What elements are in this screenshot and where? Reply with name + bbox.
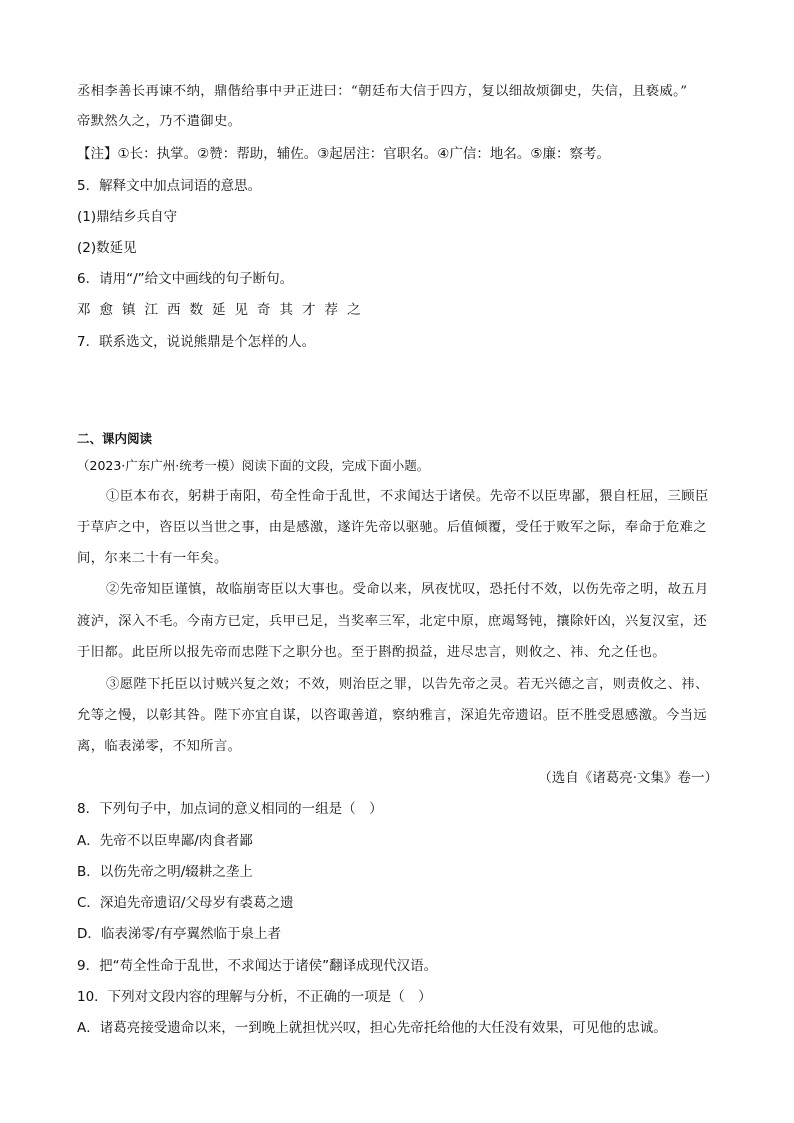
classical-text-line-1: 丞相李善长再谏不纳，鼎偕给事中尹正进曰：“朝廷布大信于四方，复以细故烦御史，失信，且亵威。” [77,84,688,99]
question-6-sentence: 邓愈镇江西数延见奇其才荐之 [77,302,370,318]
question-9-stem: 9．把“苟全性命于乱世，不求闻达于诸侯”翻译成现代汉语。 [77,958,438,974]
passage-paragraph-1-line-3: 间，尔来二十有一年矣。 [77,551,228,566]
question-5-item-1: (1)鼎结乡兵自守 [77,209,178,225]
passage-paragraph-3-line-3: 离，临表涕零，不知所言。 [77,739,242,754]
question-10-option-a: A．诸葛亮接受遗命以来，一到晚上就担忧兴叹，担心先帝托给他的大任没有效果，可见他的忠诚。 [77,1020,667,1036]
question-8-option-c: C．深追先帝遗诏/父母岁有裘葛之遗 [77,895,294,911]
classical-text-line-2: 帝默然久之，乃不遣御史。 [77,114,242,129]
passage-paragraph-2-line-2: 渡泸，深入不毛。今南方已定，兵甲已足，当奖率三军，北定中原，庶竭驽钝，攘除奸凶，兴复汉室，还 [77,614,708,629]
question-7-stem: 7．联系选文，说说熊鼎是个怎样的人。 [77,334,316,350]
section-2-intro: （2023·广东广州·统考一模）阅读下面的文段，完成下面小题。 [77,458,430,473]
question-10-stem: 10．下列对文段内容的理解与分析，不正确的一项是（ ） [77,989,432,1005]
question-5-stem: 5．解释文中加点词语的意思。 [77,178,262,194]
passage-paragraph-3-line-2: 允等之慢，以彰其咎。陛下亦宜自谋，以咨诹善道，察纳雅言，深追先帝遗诏。臣不胜受恩感激。今当远 [77,708,708,723]
section-2-heading: 二、课内阅读 [77,431,153,446]
passage-paragraph-2-line-3: 于旧都。此臣所以报先帝而忠陛下之职分也。至于斟酌损益，进尽忠言，则攸之、祎、允之任也。 [77,645,666,660]
passage-paragraph-1-line-2: 于草庐之中，咨臣以当世之事，由是感激，遂许先帝以驱驰。后值倾覆，受任于败军之际，奉命于危难之 [77,520,708,535]
passage-paragraph-2-line-1: ②先帝知臣谨慎，故临崩寄臣以大事也。受命以来，夙夜忧叹，恐托付不效，以伤先帝之明，故五月 [106,582,709,597]
question-8-option-a: A．先帝不以臣卑鄙/肉食者鄙 [77,833,253,849]
annotation-note: 【注】①长：执掌。②赞：帮助，辅佐。③起居注：官职名。④广信：地名。⑤廉：察考。 [77,146,611,162]
passage-paragraph-1-line-1: ①臣本布衣，躬耕于南阳，苟全性命于乱世，不求闻达于诸侯。先帝不以臣卑鄙，猥自枉屈，三顾臣 [106,489,709,504]
question-8-stem: 8．下列句子中，加点词的意义相同的一组是（ ） [77,801,383,817]
passage-source: （选自《诸葛亮·文集》卷一） [538,770,718,786]
passage-paragraph-3-line-1: ③愿陛下托臣以讨贼兴复之效；不效，则治臣之罪，以告先帝之灵。若无兴德之言，则责攸之、祎、 [106,677,709,692]
question-6-stem: 6．请用“/”给文中画线的句子断句。 [77,271,294,287]
question-8-option-b: B．以伤先帝之明/辍耕之垄上 [77,864,253,880]
question-5-item-2: (2)数延见 [77,240,137,256]
question-8-option-d: D．临表涕零/有亭翼然临于泉上者 [77,926,281,942]
